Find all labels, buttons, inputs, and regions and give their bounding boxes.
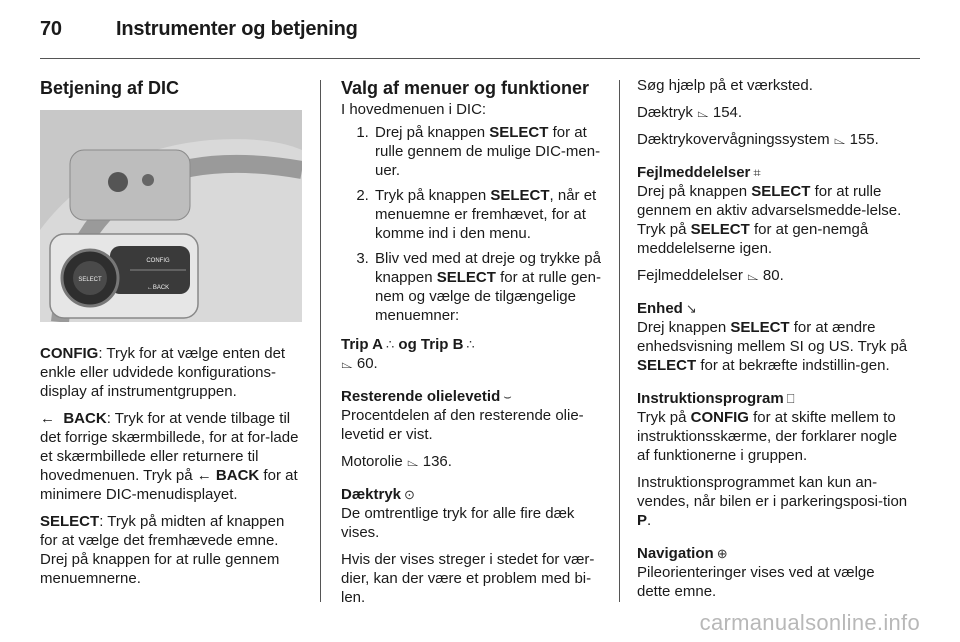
ref-arrow-icon: ⌳ bbox=[341, 355, 353, 372]
steering-wheel-illustration bbox=[40, 110, 302, 322]
steering-wheel-figure bbox=[40, 110, 302, 322]
navigation-text: Pileorienteringer vises ved at vælge dette emne. bbox=[637, 564, 875, 600]
column-3 bbox=[637, 76, 911, 609]
tyre-text-1: De omtrentlige tryk for alle fire dæk vises. bbox=[341, 505, 575, 541]
tyre-icon: ⊙ bbox=[404, 487, 415, 502]
error-text: Drej på knappen SELECT for at rulle gennem en aktiv advarselsmedde-lelse. Tryk på SELECT for at gen-nemgå meddelelserne igen. bbox=[637, 183, 902, 257]
oil-text: Procentdelen af den resterende olie-levetid er vist. bbox=[341, 407, 584, 443]
oil-heading: Resterende olielevetid ⌣ bbox=[341, 388, 512, 405]
oil-ref: Motorolie ⌳ 136. bbox=[341, 453, 452, 470]
back-paragraph: ← BACK: Tryk for at vende tilbage til det forrige skærmbillede, for at for-lade et skærmbillede eller returnere til hovedmenuen. Tryk på ← BACK for at minimere DIC-menudisplayet. bbox=[40, 410, 299, 503]
unit-text: Drej knappen SELECT for at ændre enhedsvisning mellem SI og US. Tryk på SELECT for at bekræfte indstillin-gen. bbox=[637, 319, 908, 374]
select-paragraph: SELECT: Tryk på midten af knappen for at vælge det fremhævede emne. Drej på knappen for at rulle gennem menuemnerne. bbox=[40, 513, 285, 587]
oil-can-icon: ⌣ bbox=[503, 389, 512, 404]
trip-icon: ∴ bbox=[466, 337, 475, 352]
error-ref: Fejlmeddelelser ⌳ 80. bbox=[637, 267, 784, 284]
ref-arrow-icon: ⌳ bbox=[697, 104, 709, 121]
column-divider bbox=[619, 80, 620, 602]
menu-steps-list bbox=[341, 123, 603, 325]
page-header bbox=[40, 18, 358, 41]
tyre-text-2: Hvis der vises streger i stedet for vær-dier, kan der være et problem med bi-len. bbox=[341, 551, 595, 606]
config-paragraph: CONFIG: Tryk for at vælge enten det enkle eller udvidede konfigurations-display af instrumentgruppen. bbox=[40, 345, 286, 400]
section-heading-dic: Betjening af DIC bbox=[40, 78, 180, 98]
ref-arrow-icon: ⌳ bbox=[406, 453, 419, 470]
figure-label-config: CONFIG bbox=[146, 258, 170, 264]
instruction-text-2: Instruktionsprogrammet kan kun an-vendes, når bilen er i parkeringsposi-tion P. bbox=[637, 474, 908, 529]
list-item: 3. Bliv ved med at dreje og trykke på knappen SELECT for at rulle gen-nem og vælge de tilgængelige menuemner: bbox=[373, 249, 603, 325]
figure-label-select: SELECT bbox=[78, 277, 102, 283]
menus-intro: I hovedmenuen i DIC: bbox=[341, 101, 487, 118]
list-item: 2. Tryk på knappen SELECT, når et menuemne er fremhævet, for at komme ind i den menu. bbox=[373, 186, 603, 243]
section-heading-menus: Valg af menuer og funktioner bbox=[341, 78, 590, 98]
column-divider bbox=[320, 80, 321, 602]
column-1 bbox=[40, 76, 305, 596]
unit-icon: ↘ bbox=[685, 301, 697, 316]
column-2 bbox=[341, 76, 603, 615]
error-heading: Fejlmeddelelser ⌗ bbox=[637, 164, 761, 181]
page-number: 70 bbox=[40, 18, 62, 40]
watermark: carmanualsonline.info bbox=[699, 610, 920, 635]
header-rule bbox=[40, 58, 920, 59]
figure-label-back: ←BACK bbox=[146, 285, 170, 291]
instruction-heading: Instruktionsprogram ⎕ bbox=[637, 390, 795, 407]
instruction-icon: ⎕ bbox=[786, 391, 795, 406]
tpms-ref: Dæktrykovervågningssystem ⌳ 155. bbox=[637, 131, 879, 148]
page-title: Instrumenter og betjening bbox=[116, 18, 358, 40]
tyre-heading: Dæktryk ⊙ bbox=[341, 486, 415, 503]
help-text: Søg hjælp på et værksted. bbox=[637, 77, 813, 94]
instruction-text: Tryk på CONFIG for at skifte mellem to instruktionsskærme, der forklarer nogle af funktionerne i gruppen. bbox=[637, 409, 898, 464]
ref-arrow-icon: ⌳ bbox=[747, 267, 759, 284]
warning-icon: ⌗ bbox=[753, 165, 761, 180]
list-item: 1. Drej på knappen SELECT for at rulle gennem de mulige DIC-men-uer. bbox=[373, 123, 603, 180]
back-arrow-icon: ← bbox=[40, 410, 55, 427]
trip-icon: ∴ bbox=[385, 337, 395, 352]
tyre-ref: Dæktryk ⌳ 154. bbox=[637, 104, 743, 121]
trip-heading: Trip A ∴ og Trip B ∴ bbox=[341, 336, 475, 353]
trip-ref: ⌳ 60. bbox=[341, 355, 378, 372]
ref-arrow-icon: ⌳ bbox=[833, 131, 846, 148]
unit-heading: Enhed ↘ bbox=[637, 300, 697, 317]
compass-icon: ⊕ bbox=[716, 546, 728, 561]
navigation-heading: Navigation ⊕ bbox=[637, 545, 728, 562]
